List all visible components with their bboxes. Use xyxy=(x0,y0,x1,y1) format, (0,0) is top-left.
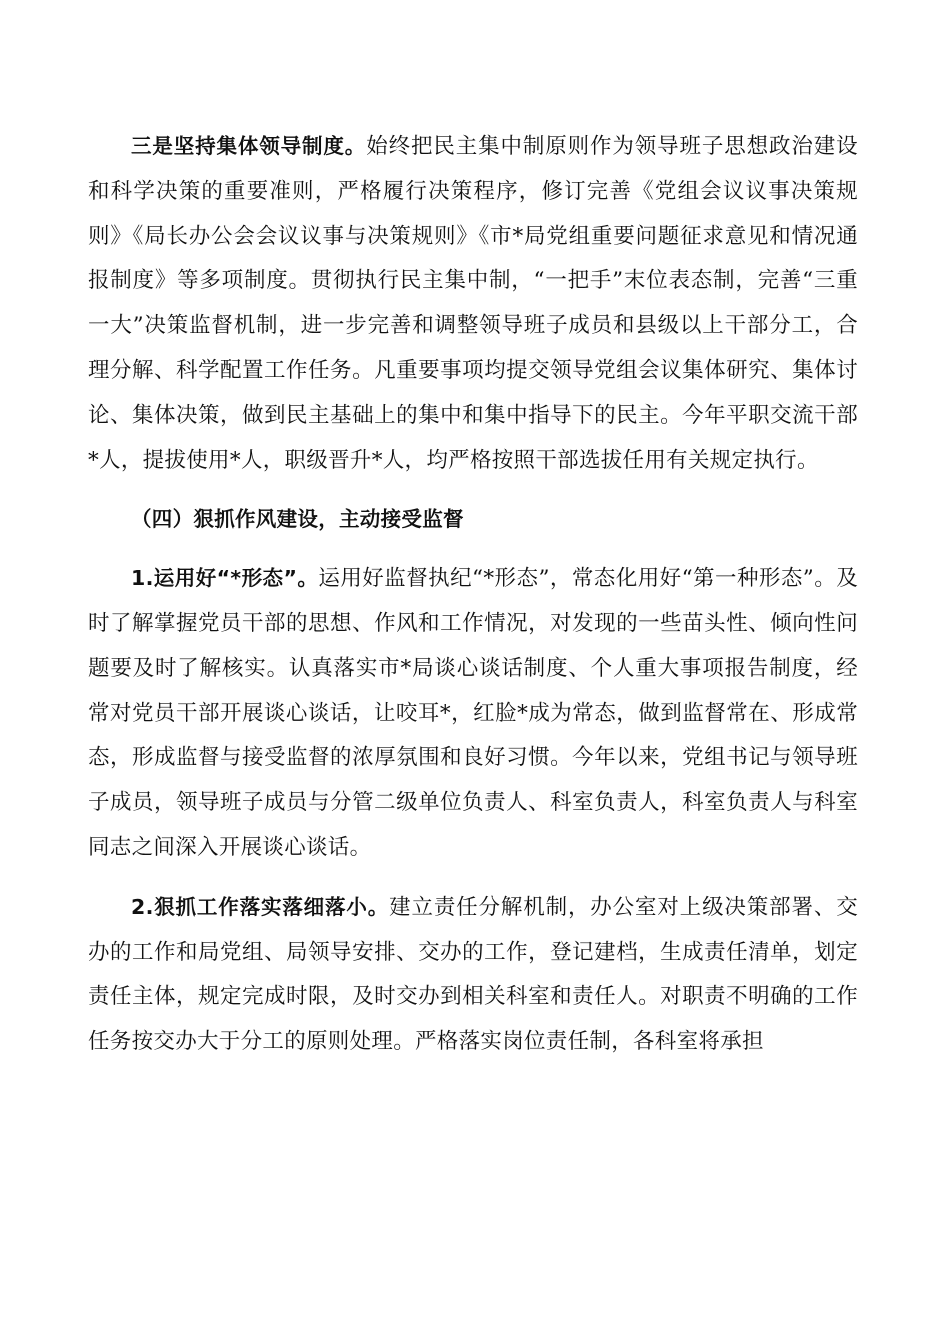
spacer xyxy=(88,483,858,497)
spacer xyxy=(88,542,858,556)
document-body xyxy=(88,124,858,1065)
paragraph-collective-leadership xyxy=(88,124,858,483)
paragraph-lead: 2.狠抓工作落实落细落小。 xyxy=(131,894,390,919)
paragraph-lead: 1.运用好“*形态”。 xyxy=(131,566,319,591)
spacer xyxy=(88,871,858,885)
paragraph-text: 建立责任分解机制，办公室对上级决策部署、交办的工作和局党组、局领导安排、交办的工作，登记建档，生成责任清单，划定责任主体，规定完成时限，及时交办到相关科室和责任人。对职责不明确的工作任务按交办大于分工的原则处理。严格落实岗位责任制，各科室将承担 xyxy=(88,894,858,1055)
paragraph-use-forms xyxy=(88,556,858,871)
paragraph-text: 始终把民主集中制原则作为领导班子思想政治建设和科学决策的重要准则，严格履行决策程序，修订完善《党组会议议事决策规则》《局长办公会会议议事与决策规则》《市*局党组重要问题征求意见和情况通报制度》等多项制度。贯彻执行民主集中制，“一把手”末位表态制，完善“三重一大”决策监督机制，进一步完善和调整领导班子成员和县级以上干部分工，合理分解、科学配置工作任务。凡重要事项均提交领导党组会议集体研究、集体讨论、集体决策，做到民主基础上的集中和集中指导下的民主。今年平职交流干部*人，提拔使用*人，职级晋升*人，均严格按照干部选拔任用有关规定执行。 xyxy=(88,134,858,473)
section-heading: （四）狠抓作风建设，主动接受监督 xyxy=(131,507,464,532)
paragraph-work-implementation xyxy=(88,885,858,1065)
paragraph-text: 运用好监督执纪“*形态”，常态化用好“第一种形态”。及时了解掌握党员干部的思想、作风和工作情况，对发现的一些苗头性、倾向性问题要及时了解核实。认真落实市*局谈心谈话制度、个人重大事项报告制度，经常对党员干部开展谈心谈话，让咬耳*，红脸*成为常态，做到监督常在、形成常态，形成监督与接受监督的浓厚氛围和良好习惯。今年以来，党组书记与领导班子成员，领导班子成员与分管二级单位负责人、科室负责人，科室负责人与科室同志之间深入开展谈心谈话。 xyxy=(88,566,858,860)
paragraph-lead: 三是坚持集体领导制度。 xyxy=(131,134,367,158)
